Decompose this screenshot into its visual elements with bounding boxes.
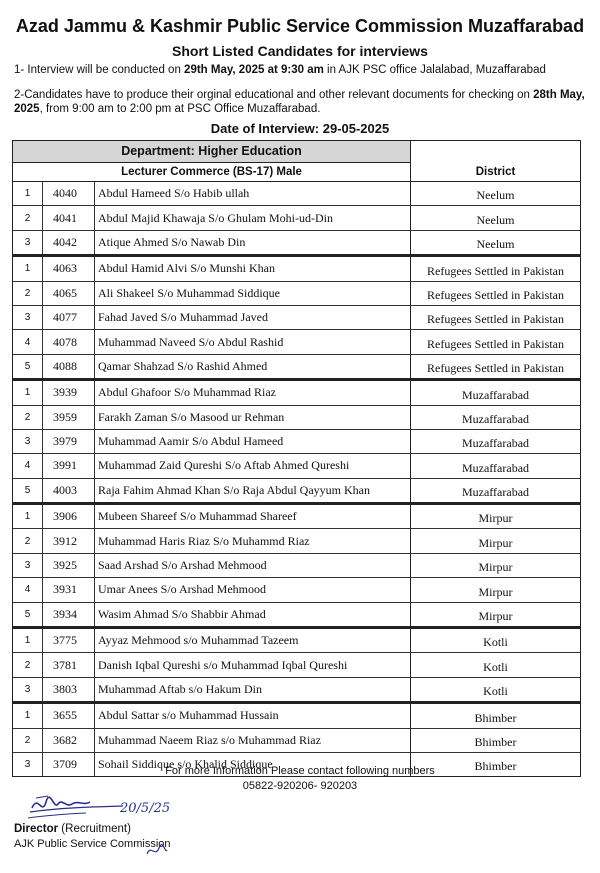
candidate-name-cell: Sohail Siddique s/o Khalid Siddique	[95, 753, 411, 776]
district-cell: Mirpur	[478, 609, 513, 624]
table-row	[13, 430, 580, 454]
candidate-name-cell: Muhammad Naveed S/o Abdul Rashid	[95, 330, 411, 353]
candidate-group	[13, 257, 580, 381]
note1-pre: 1- Interview will be conducted on	[14, 64, 185, 76]
roll-number-cell: 4063	[43, 257, 95, 280]
serial-number-cell: 1	[13, 629, 43, 652]
serial-number-cell: 3	[13, 306, 43, 329]
roll-number-cell: 4065	[43, 282, 95, 305]
candidate-group	[13, 629, 580, 704]
roll-number-cell: 4003	[43, 479, 95, 502]
serial-number-cell: 2	[13, 653, 43, 676]
candidate-group	[13, 381, 580, 505]
serial-number-cell: 1	[13, 182, 43, 205]
serial-number-cell: 3	[13, 231, 43, 254]
district-cell: Mirpur	[478, 584, 513, 599]
candidate-name-cell: Muhammad Zaid Qureshi S/o Aftab Ahmed Qureshi	[95, 454, 411, 477]
candidate-name-cell: Muhammad Naeem Riaz s/o Muhammad Riaz	[95, 729, 411, 752]
district-header: District	[475, 166, 516, 178]
note2-post: , from 9:00 am to 2:00 pm at PSC Office Muzaffarabad.	[39, 103, 321, 115]
table-row	[13, 479, 580, 502]
interview-date: Date of Interview: 29-05-2025	[210, 121, 390, 136]
interview-note	[14, 64, 589, 76]
roll-number-cell: 3925	[43, 554, 95, 577]
contact-numbers: 05822-920206- 920203	[242, 780, 358, 792]
district-cell: Mirpur	[478, 560, 513, 575]
table-row	[13, 454, 580, 478]
candidate-group	[13, 182, 580, 257]
candidate-name-cell: Wasim Ahmad S/o Shabbir Ahmad	[95, 603, 411, 626]
table-row	[13, 257, 580, 281]
table-row	[13, 629, 580, 653]
table-row	[13, 603, 580, 626]
district-cell: Refugees Settled in Pakistan	[427, 336, 564, 351]
district-cell: Muzaffarabad	[461, 436, 530, 451]
roll-number-cell: 3939	[43, 381, 95, 404]
document-title: Azad Jammu & Kashmir Public Service Commission Muzaffarabad	[15, 16, 585, 36]
table-row	[13, 306, 580, 330]
serial-number-cell: 4	[13, 578, 43, 601]
table-row	[13, 282, 580, 306]
roll-number-cell: 3931	[43, 578, 95, 601]
table-row	[13, 678, 580, 701]
roll-number-cell: 4078	[43, 330, 95, 353]
department-label: Department: Higher Education	[13, 141, 411, 163]
district-cell: Muzaffarabad	[461, 387, 530, 402]
roll-number-cell: 3906	[43, 505, 95, 528]
candidate-name-cell: Abdul Ghafoor S/o Muhammad Riaz	[95, 381, 411, 404]
note1-post: in AJK PSC office Jalalabad, Muzaffarabad	[323, 64, 546, 76]
serial-number-cell: 4	[13, 454, 43, 477]
candidate-name-cell: Ali Shakeel S/o Muhammad Siddique	[95, 282, 411, 305]
table-row	[13, 704, 580, 728]
roll-number-cell: 3934	[43, 603, 95, 626]
initial-mark	[145, 842, 169, 865]
candidate-name-cell: Muhammad Aamir S/o Abdul Hameed	[95, 430, 411, 453]
contact-line: For more Information Please contact following numbers	[165, 765, 435, 777]
district-cell: Kotli	[483, 635, 508, 650]
roll-number-cell: 4077	[43, 306, 95, 329]
district-cell: Neelum	[476, 237, 515, 252]
district-cell: Refugees Settled in Pakistan	[427, 287, 564, 302]
serial-number-cell: 5	[13, 479, 43, 502]
district-cell: Bhimber	[474, 759, 517, 774]
district-cell: Muzaffarabad	[461, 411, 530, 426]
candidate-name-cell: Abdul Hamid Alvi S/o Munshi Khan	[95, 257, 411, 280]
candidate-groups	[13, 182, 580, 776]
signatory-organization: AJK Public Service Commission	[14, 838, 171, 850]
roll-number-cell: 3979	[43, 430, 95, 453]
signature-date: 20/5/25	[120, 801, 171, 816]
roll-number-cell: 3912	[43, 529, 95, 552]
roll-number-cell: 4040	[43, 182, 95, 205]
signature-scribble	[28, 790, 178, 826]
roll-number-cell: 4088	[43, 355, 95, 378]
district-cell: Mirpur	[478, 511, 513, 526]
district-cell: Kotli	[483, 684, 508, 699]
serial-number-cell: 1	[13, 505, 43, 528]
table-row	[13, 182, 580, 206]
table-row	[13, 529, 580, 553]
candidate-name-cell: Ayyaz Mehmood s/o Muhammad Tazeem	[95, 629, 411, 652]
district-cell: Refugees Settled in Pakistan	[427, 312, 564, 327]
district-cell: Muzaffarabad	[461, 485, 530, 500]
roll-number-cell: 3991	[43, 454, 95, 477]
note2-bold: 28th May, 2025	[14, 89, 585, 115]
candidate-name-cell: Abdul Sattar s/o Muhammad Hussain	[95, 704, 411, 727]
district-cell: Bhimber	[474, 710, 517, 725]
roll-number-cell: 3959	[43, 406, 95, 429]
serial-number-cell: 1	[13, 704, 43, 727]
roll-number-cell: 3803	[43, 678, 95, 701]
district-cell: Muzaffarabad	[461, 460, 530, 475]
table-row	[13, 381, 580, 405]
serial-number-cell: 2	[13, 529, 43, 552]
candidate-name-cell: Atique Ahmed S/o Nawab Din	[95, 231, 411, 254]
candidate-name-cell: Danish Iqbal Qureshi s/o Muhammad Iqbal Qureshi	[95, 653, 411, 676]
serial-number-cell: 5	[13, 603, 43, 626]
table-row	[13, 206, 580, 230]
serial-number-cell: 3	[13, 678, 43, 701]
post-label: Lecturer Commerce (BS-17) Male	[13, 163, 411, 181]
roll-number-cell: 4041	[43, 206, 95, 229]
candidate-group	[13, 505, 580, 629]
district-cell: Refugees Settled in Pakistan	[427, 361, 564, 376]
candidate-name-cell: Saad Arshad S/o Arshad Mehmood	[95, 554, 411, 577]
roll-number-cell: 3781	[43, 653, 95, 676]
candidate-name-cell: Farakh Zaman S/o Masood ur Rehman	[95, 406, 411, 429]
table-row	[13, 729, 580, 753]
candidate-name-cell: Abdul Majid Khawaja S/o Ghulam Mohi-ud-Din	[95, 206, 411, 229]
serial-number-cell: 5	[13, 355, 43, 378]
district-cell: Refugees Settled in Pakistan	[427, 263, 564, 278]
table-row	[13, 330, 580, 354]
table-row	[13, 231, 580, 254]
district-cell: Mirpur	[478, 535, 513, 550]
district-cell: Neelum	[476, 188, 515, 203]
roll-number-cell: 4042	[43, 231, 95, 254]
note1-bold: 29th May, 2025 at 9:30 am	[184, 64, 324, 76]
candidate-name-cell: Muhammad Haris Riaz S/o Muhammd Riaz	[95, 529, 411, 552]
signatory-role	[14, 823, 131, 835]
serial-number-cell: 3	[13, 430, 43, 453]
roll-number-cell: 3682	[43, 729, 95, 752]
table-row	[13, 505, 580, 529]
note2-pre: 2-Candidates have to produce their orginal educational and other relevant documents for checking on	[14, 89, 534, 101]
district-cell: Neelum	[476, 212, 515, 227]
table-row	[13, 355, 580, 378]
serial-number-cell: 1	[13, 381, 43, 404]
serial-number-cell: 2	[13, 406, 43, 429]
serial-number-cell: 2	[13, 282, 43, 305]
table-header	[13, 141, 580, 182]
roll-number-cell: 3775	[43, 629, 95, 652]
serial-number-cell: 4	[13, 330, 43, 353]
candidates-table	[12, 140, 581, 777]
roll-number-cell: 3709	[43, 753, 95, 776]
serial-number-cell: 1	[13, 257, 43, 280]
role-rest: (Recruitment)	[58, 823, 131, 835]
candidate-name-cell: Raja Fahim Ahmad Khan S/o Raja Abdul Qayyum Khan	[95, 479, 411, 502]
candidate-name-cell: Umar Anees S/o Arshad Mehmood	[95, 578, 411, 601]
candidate-name-cell: Fahad Javed S/o Muhammad Javed	[95, 306, 411, 329]
district-cell: Bhimber	[474, 734, 517, 749]
candidate-name-cell: Muhammad Aftab s/o Hakum Din	[95, 678, 411, 701]
documents-note	[14, 88, 589, 116]
candidate-name-cell: Mubeen Shareef S/o Muhammad Shareef	[95, 505, 411, 528]
role-bold: Director	[14, 823, 59, 835]
serial-number-cell: 2	[13, 206, 43, 229]
serial-number-cell: 2	[13, 729, 43, 752]
candidate-name-cell: Abdul Hameed S/o Habib ullah	[95, 182, 411, 205]
table-row	[13, 406, 580, 430]
district-cell: Kotli	[483, 659, 508, 674]
candidate-name-cell: Qamar Shahzad S/o Rashid Ahmed	[95, 355, 411, 378]
serial-number-cell: 3	[13, 753, 43, 776]
table-row	[13, 578, 580, 602]
document-subtitle: Short Listed Candidates for interviews	[172, 43, 428, 59]
table-row	[13, 554, 580, 578]
serial-number-cell: 3	[13, 554, 43, 577]
table-row	[13, 653, 580, 677]
roll-number-cell: 3655	[43, 704, 95, 727]
